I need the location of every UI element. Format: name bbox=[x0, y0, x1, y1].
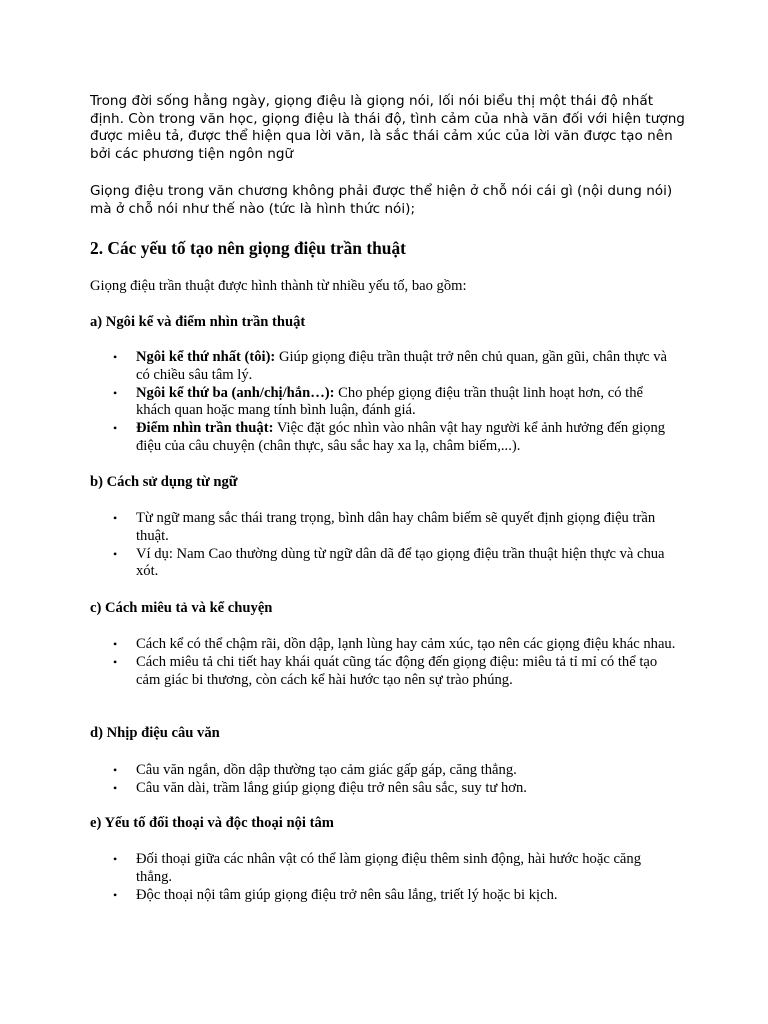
list-item bbox=[90, 780, 680, 798]
bullet-icon: • bbox=[113, 385, 118, 400]
list-item bbox=[90, 546, 680, 582]
list-b bbox=[90, 510, 680, 581]
term: Điểm nhìn trần thuật: bbox=[136, 420, 274, 437]
list-item-text: Đối thoại giữa các nhân vật có thể làm giọng điệu thêm sinh động, hài hước hoặc căng thẳng. bbox=[136, 851, 641, 885]
list-item-text: Câu văn ngắn, dồn dập thường tạo cảm giác gấp gáp, căng thẳng. bbox=[136, 762, 517, 778]
intro-paragraph-1: Trong đời sống hằng ngày, giọng điệu là giọng nói, lối nói biểu thị một thái độ nhất định. Còn trong văn học, giọng điệu là thái độ, tình cảm của nhà văn đối với hiện tượng được miêu tả, được thể hiện qua lời văn, là sắc thái cảm xúc của lời văn được tạo nên bởi các phương tiện ngôn ngữ bbox=[90, 93, 685, 162]
list-e bbox=[90, 851, 680, 904]
intro-paragraph-2: Giọng điệu trong văn chương không phải được thể hiện ở chỗ nói cái gì (nội dung nói) mà ở chỗ nói như thế nào (tức là hình thức nói); bbox=[90, 183, 673, 217]
list-item-text: Câu văn dài, trầm lắng giúp giọng điệu trở nên sâu sắc, suy tư hơn. bbox=[136, 779, 527, 796]
bullet-icon: • bbox=[113, 637, 118, 651]
list-item bbox=[90, 762, 680, 780]
bullet-icon: • bbox=[113, 546, 118, 561]
description: Cho phép giọng điệu trần thuật linh hoạt hơn, có thể khách quan hoặc mang tính bình luận, đánh giá. bbox=[136, 384, 643, 419]
term: Ngôi kể thứ nhất (tôi): bbox=[136, 349, 276, 365]
list-item bbox=[90, 420, 680, 456]
list-c bbox=[90, 636, 680, 689]
subheading-a: a) Ngôi kể và điểm nhìn trần thuật bbox=[90, 314, 306, 330]
list-item-text: Độc thoại nội tâm giúp giọng điệu trở nên sâu lắng, triết lý hoặc bi kịch. bbox=[136, 886, 558, 903]
list-item-text: Cách kể có thể chậm rãi, dồn dập, lạnh lùng hay cảm xúc, tạo nên các giọng điệu khác nhau. bbox=[136, 636, 676, 652]
list-item bbox=[90, 636, 680, 654]
bullet-icon: • bbox=[113, 511, 118, 525]
list-item bbox=[90, 349, 680, 385]
subheading-d: d) Nhịp điệu câu văn bbox=[90, 725, 220, 741]
description: Giúp giọng điệu trần thuật trở nên chủ quan, gần gũi, chân thực và có chiều sâu tâm lý. bbox=[136, 349, 668, 383]
list-item bbox=[90, 510, 680, 546]
list-item bbox=[90, 654, 680, 690]
bullet-icon: • bbox=[113, 421, 118, 436]
description: Việc đặt góc nhìn vào nhân vật hay người kể ảnh hưởng đến giọng điệu của câu chuyện (chân thực, sâu sắc hay xa lạ, châm biếm,...). bbox=[136, 420, 666, 454]
section-lead: Giọng điệu trần thuật được hình thành từ nhiều yếu tố, bao gồm: bbox=[90, 278, 467, 294]
section-heading: 2. Các yếu tố tạo nên giọng điệu trần thuật bbox=[90, 238, 406, 258]
list-d bbox=[90, 762, 680, 798]
subheading-c: c) Cách miêu tả và kể chuyện bbox=[90, 600, 273, 616]
list-item-text: Cách miêu tả chi tiết hay khái quát cũng tác động đến giọng điệu: miêu tả tỉ mỉ có thể tạo cảm giác bi thương, còn cách kể hài hước tạo nên sự trào phúng. bbox=[136, 653, 658, 688]
bullet-icon: • bbox=[113, 852, 118, 866]
bullet-icon: • bbox=[113, 654, 118, 669]
list-item-text: Ví dụ: Nam Cao thường dùng từ ngữ dân dã để tạo giọng điệu trần thuật hiện thực và chua xót. bbox=[136, 545, 665, 580]
bullet-icon: • bbox=[113, 780, 118, 795]
bullet-icon: • bbox=[113, 763, 118, 777]
bullet-icon: • bbox=[113, 887, 118, 902]
subheading-e: e) Yếu tố đối thoại và độc thoại nội tâm bbox=[90, 815, 334, 831]
list-item bbox=[90, 887, 680, 905]
subheading-b: b) Cách sử dụng từ ngữ bbox=[90, 474, 238, 490]
list-item bbox=[90, 385, 680, 421]
list-item-text: Từ ngữ mang sắc thái trang trọng, bình dân hay châm biếm sẽ quyết định giọng điệu trần thuật. bbox=[136, 510, 656, 544]
list-a bbox=[90, 349, 680, 456]
term: Ngôi kể thứ ba (anh/chị/hắn…): bbox=[136, 384, 335, 401]
bullet-icon: • bbox=[113, 350, 118, 364]
list-item bbox=[90, 851, 680, 887]
